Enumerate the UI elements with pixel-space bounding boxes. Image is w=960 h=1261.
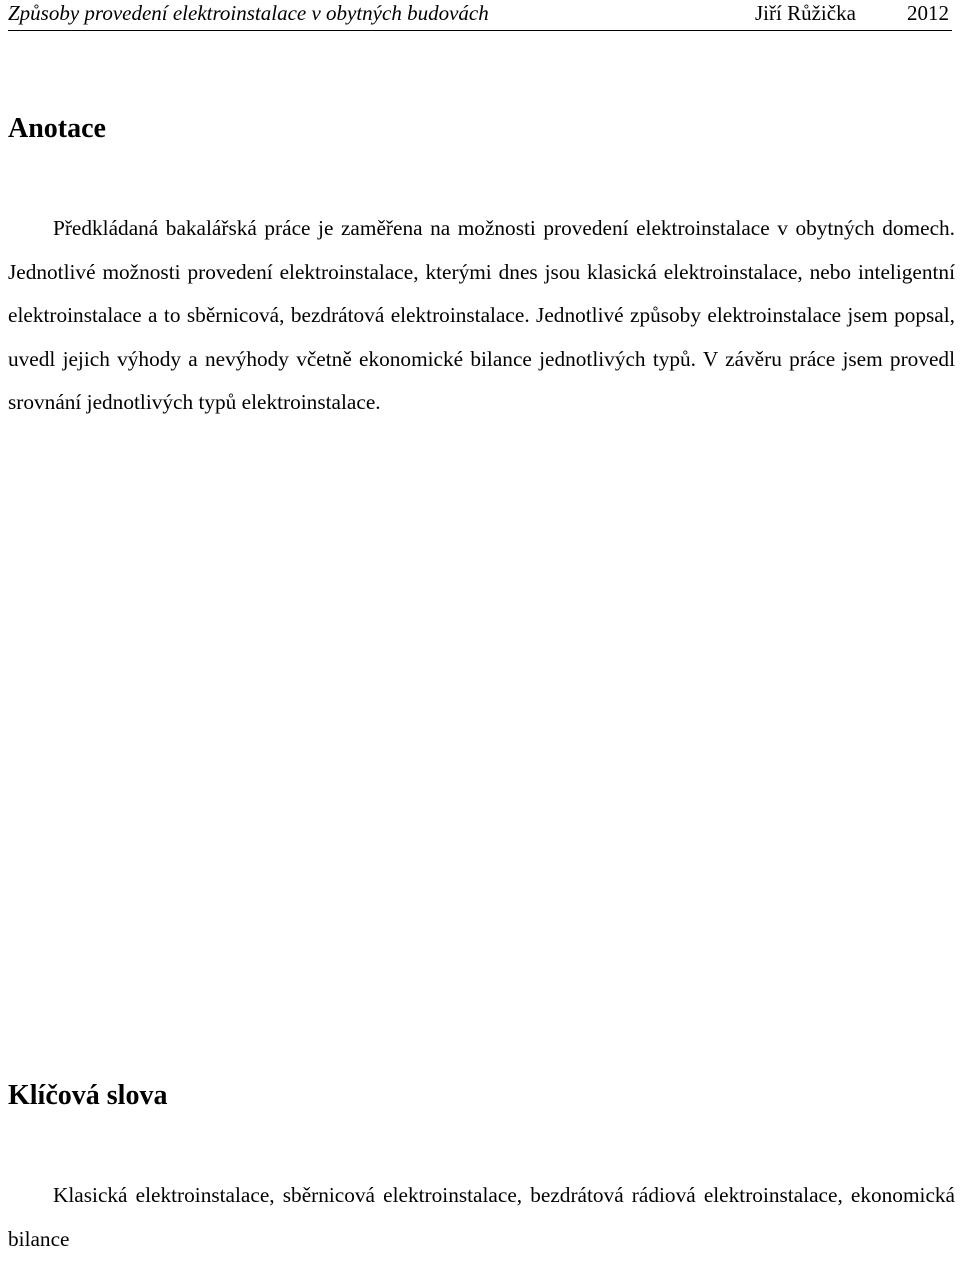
annotation-heading: Anotace (8, 113, 106, 144)
header-author: Jiří Růžička (755, 1, 856, 25)
page-header (8, 0, 952, 31)
header-document-title: Způsoby provedení elektroinstalace v obytných budovách (8, 1, 489, 25)
header-year: 2012 (907, 1, 949, 25)
annotation-paragraph: Předkládaná bakalářská práce je zaměřena na možnosti provedení elektroinstalace v obytných domech. Jednotlivé možnosti provedení elektroinstalace, kterými dnes jsou klasická elektroinstalace, nebo inteligentní elektroinstalace a to sběrnicová, bezdrátová elektroinstalace. Jednotlivé způsoby elektroinstalace jsem popsal, uvedl jejich výhody a nevýhody včetně ekonomické bilance jednotlivých typů. V závěru práce jsem provedl srovnání jednotlivých typů elektroinstalace. (8, 216, 955, 415)
keywords-paragraph: Klasická elektroinstalace, sběrnicová elektroinstalace, bezdrátová rádiová elektroinstalace, ekonomická bilance (8, 1183, 955, 1251)
keywords-heading: Klíčová slova (8, 1080, 168, 1111)
